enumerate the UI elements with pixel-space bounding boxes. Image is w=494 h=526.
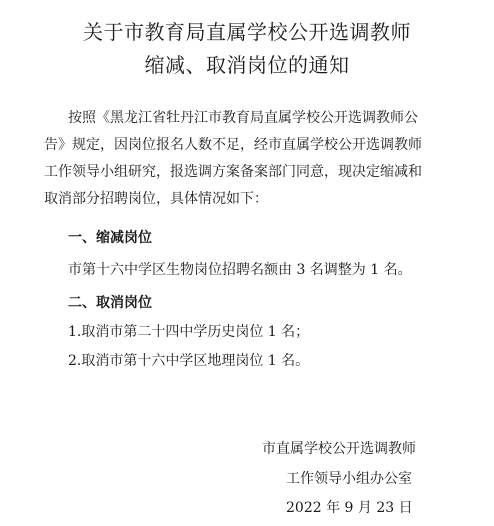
cancel-item-1: 1.取消市第二十四中学历史岗位 1 名； [68,324,310,340]
signature-date: 2022 年 9 月 23 日 [286,500,413,516]
intro-line-1: 按照《黑龙江省牡丹江市教育局直属学校公开选调教师公 [68,110,418,126]
intro-line-4: 取消部分招聘岗位，具体情况如下： [44,191,268,207]
intro-line-3: 工作领导小组研究，报选调方案备案部门同意，现决定缩减和 [44,164,422,180]
signature-org-line-1: 市直属学校公开选调教师 [262,441,416,457]
section-body-reduce: 市第十六中学区生物岗位招聘名额由 3 名调整为 1 名。 [68,262,412,278]
cancel-item-2: 2.取消市第十六中学区地理岗位 1 名。 [68,353,310,369]
title-line-1: 关于市教育局直属学校公开选调教师 [83,20,411,44]
signature-org-line-2: 工作领导小组办公室 [286,471,412,487]
section-heading-reduce: 一、缩减岗位 [68,230,152,246]
section-heading-cancel: 二、取消岗位 [68,295,152,311]
title-line-2: 缩减、取消岗位的通知 [144,53,350,77]
intro-line-2: 告》规定，因岗位报名人数不足，经市直属学校公开选调教师 [44,137,422,153]
